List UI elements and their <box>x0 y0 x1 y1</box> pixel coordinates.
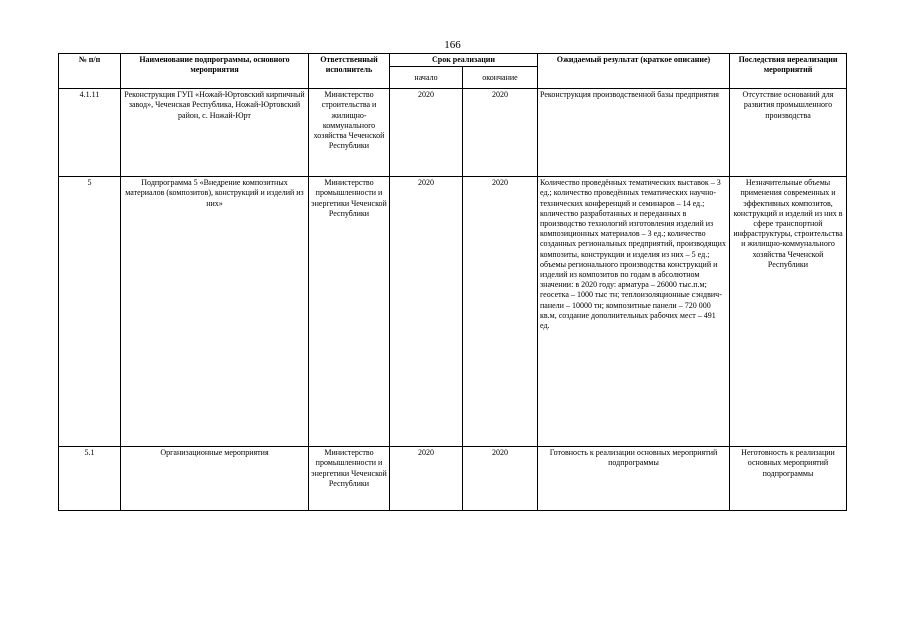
row-result: Готовность к реализации основных мероприятий подпрограммы <box>538 447 730 511</box>
header-executor: Ответственный исполнитель <box>309 54 390 89</box>
row-result: Реконструкция производственной базы предприятия <box>538 89 730 177</box>
row-name: Подпрограмма 5 «Внедрение композитных материалов (композитов), конструкций и изделий из них» <box>121 177 309 447</box>
row-name: Реконструкция ГУП «Ножай-Юртовский кирпичный завод», Чеченская Республика, Ножай-Юртовский район, с. Ножай-Юрт <box>121 89 309 177</box>
header-result: Ожидаемый результат (краткое описание) <box>538 54 730 89</box>
row-start: 2020 <box>390 447 463 511</box>
row-consequences: Отсутствие оснований для развития промышленного производства <box>730 89 847 177</box>
row-result: Количество проведённых тематических выставок – 3 ед.; количество проведённых тематических научно-технических конференций и семинаров – 14 ед.; количество разработанных и переданных в производство технологий изготовления изделий из композиционных материалов – 3 ед.; количество созданных региональных предприятий, производящих композиты, конструкции и изделия из них – 5 ед.; объемы регионального производства конструкций и изделий из композитов по годам в абсолютном значении: в 2020 году: арматура – 26000 тыс.п.м; геосетка – 1000 тыс тн; теплоизоляционные сэндвич-панели – 10000 тн; композитные панели – 720 000 кв.м, создание дополнительных рабочих мест – 491 ед. <box>538 177 730 447</box>
row-end: 2020 <box>463 177 538 447</box>
header-num: № п/п <box>59 54 121 89</box>
row-num: 5 <box>59 177 121 447</box>
header-end: окончание <box>463 67 538 89</box>
row-end: 2020 <box>463 89 538 177</box>
table-row <box>59 177 847 447</box>
row-executor: Министерство промышленности и энергетики Чеченской Республики <box>309 177 390 447</box>
header-name: Наименование подпрограммы, основного мероприятия <box>121 54 309 89</box>
row-executor: Министерство промышленности и энергетики Чеченской Республики <box>309 447 390 511</box>
row-consequences: Неготовность к реализации основных мероприятий подпрограммы <box>730 447 847 511</box>
row-start: 2020 <box>390 177 463 447</box>
row-end: 2020 <box>463 447 538 511</box>
row-consequences: Незначительные объемы применения современных и эффективных композитов, конструкций и изделий из них в сфере транспортной инфраструктуры, строительства и жилищно-коммунального хозяйства Чеченской Республики <box>730 177 847 447</box>
row-executor: Министерство строительства и жилищно-коммунального хозяйства Чеченской Республики <box>309 89 390 177</box>
page-number: 166 <box>444 39 461 51</box>
row-name: Организационные мероприятия <box>121 447 309 511</box>
program-table <box>58 53 847 511</box>
header-start: начало <box>390 67 463 89</box>
header-consequences: Последствия нереализации мероприятий <box>730 54 847 89</box>
row-num: 4.1.11 <box>59 89 121 177</box>
table-row <box>59 89 847 177</box>
row-start: 2020 <box>390 89 463 177</box>
row-num: 5.1 <box>59 447 121 511</box>
header-term: Срок реализации <box>390 54 538 67</box>
table-row <box>59 447 847 511</box>
